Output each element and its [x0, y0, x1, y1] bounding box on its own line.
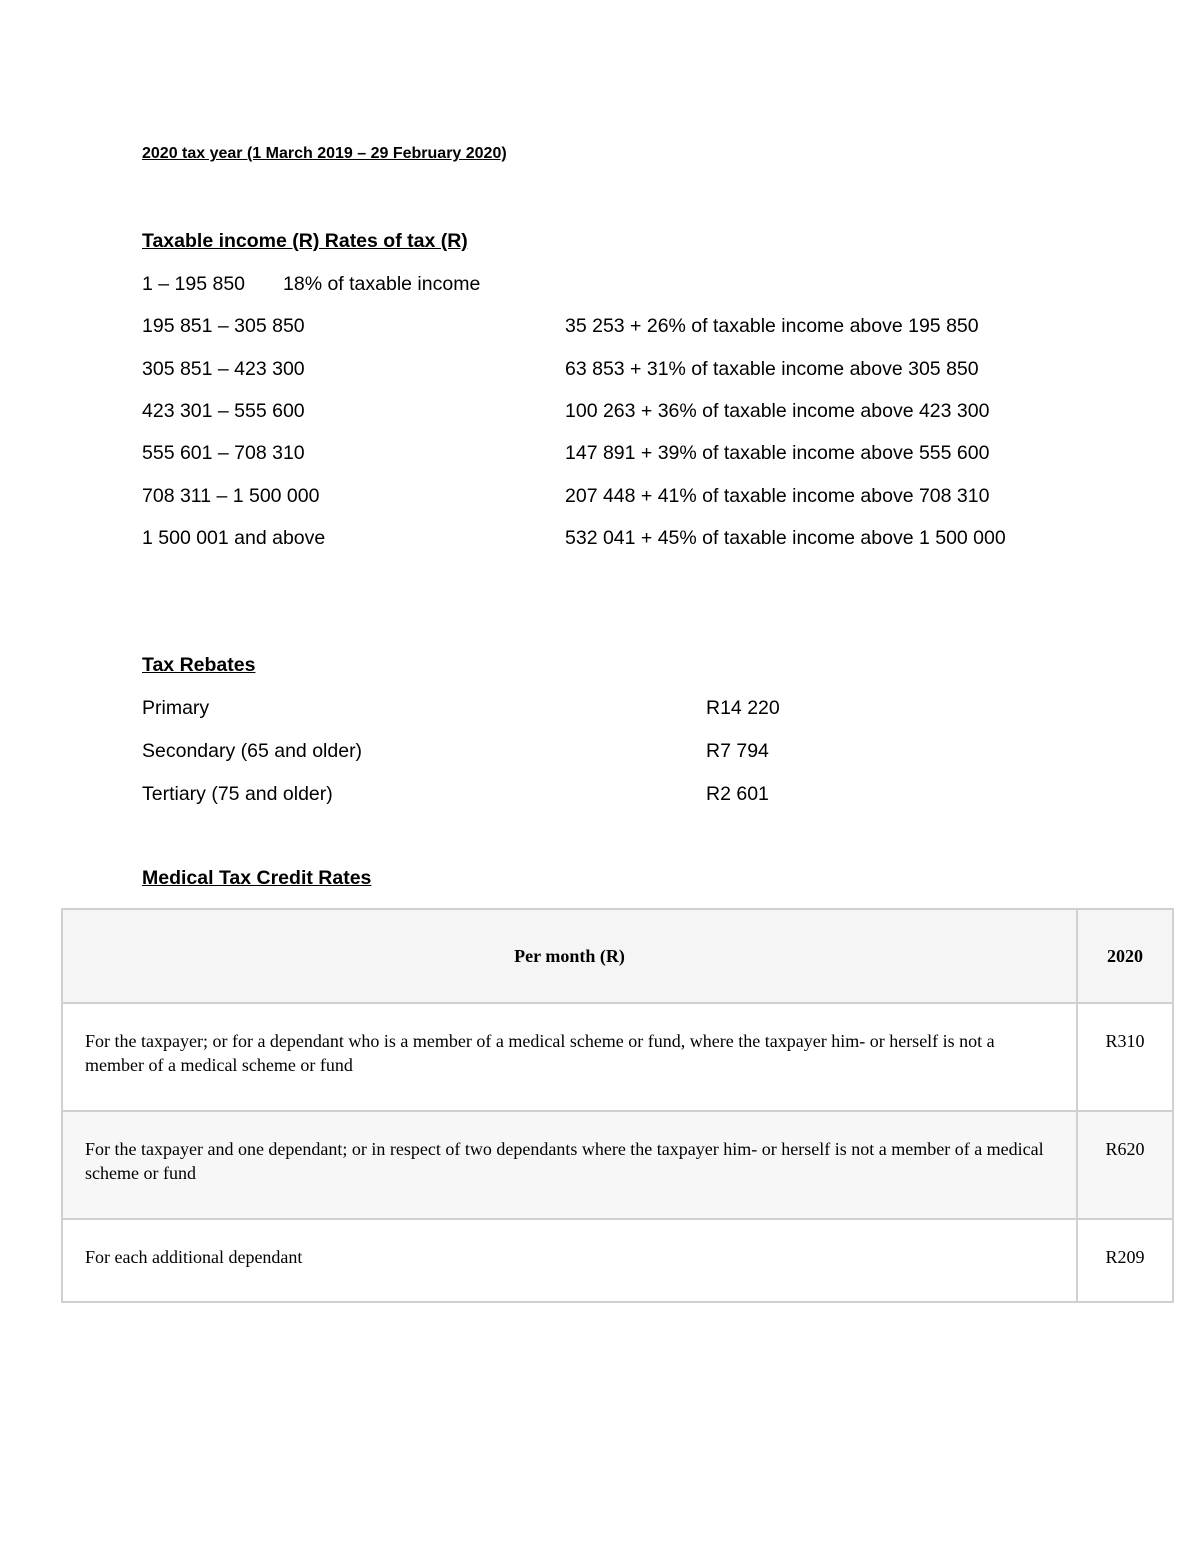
table-row [62, 1003, 1173, 1111]
tax-table-heading: Taxable income (R) Rates of tax (R) [142, 230, 468, 252]
credit-amount: R209 [1077, 1219, 1173, 1302]
credit-description: For the taxpayer and one dependant; or in respect of two dependants where the taxpayer him- or herself is not a member of a medical scheme or fund [62, 1111, 1077, 1219]
credit-amount: R310 [1077, 1003, 1173, 1111]
bracket-income: 555 601 – 708 310 [142, 442, 305, 464]
rebate-amount: R14 220 [706, 697, 780, 719]
bracket-income: 423 301 – 555 600 [142, 400, 305, 422]
medical-heading: Medical Tax Credit Rates [142, 867, 372, 889]
credit-description: For each additional dependant [62, 1219, 1077, 1302]
column-header-description: Per month (R) [62, 909, 1077, 1003]
table-header-row [62, 909, 1173, 1003]
bracket-rate: 35 253 + 26% of taxable income above 195 850 [565, 315, 979, 337]
bracket-rate: 147 891 + 39% of taxable income above 555 600 [565, 442, 990, 464]
medical-credit-table [61, 908, 1174, 1303]
page-title: 2020 tax year (1 March 2019 – 29 February 2020) [142, 145, 507, 162]
table-row [62, 1111, 1173, 1219]
bracket-income: 708 311 – 1 500 000 [142, 485, 320, 507]
table-row [62, 1219, 1173, 1302]
bracket-income: 195 851 – 305 850 [142, 315, 305, 337]
column-header-year: 2020 [1077, 909, 1173, 1003]
rebate-label: Tertiary (75 and older) [142, 783, 333, 805]
rebates-heading: Tax Rebates [142, 654, 256, 676]
credit-amount: R620 [1077, 1111, 1173, 1219]
rebate-amount: R7 794 [706, 740, 769, 762]
bracket-rate: 18% of taxable income [283, 273, 481, 295]
rebate-label: Secondary (65 and older) [142, 740, 363, 762]
bracket-rate: 100 263 + 36% of taxable income above 423 300 [565, 400, 990, 422]
bracket-income: 1 – 195 850 [142, 273, 246, 295]
bracket-rate: 532 041 + 45% of taxable income above 1 500 000 [565, 527, 1006, 549]
bracket-rate: 207 448 + 41% of taxable income above 708 310 [565, 485, 990, 507]
bracket-rate: 63 853 + 31% of taxable income above 305 850 [565, 358, 979, 380]
rebate-label: Primary [142, 697, 210, 719]
bracket-income: 1 500 001 and above [142, 527, 326, 549]
rebate-amount: R2 601 [706, 783, 769, 805]
bracket-income: 305 851 – 423 300 [142, 358, 305, 380]
credit-description: For the taxpayer; or for a dependant who is a member of a medical scheme or fund, where the taxpayer him- or herself is not a member of a medical scheme or fund [62, 1003, 1077, 1111]
